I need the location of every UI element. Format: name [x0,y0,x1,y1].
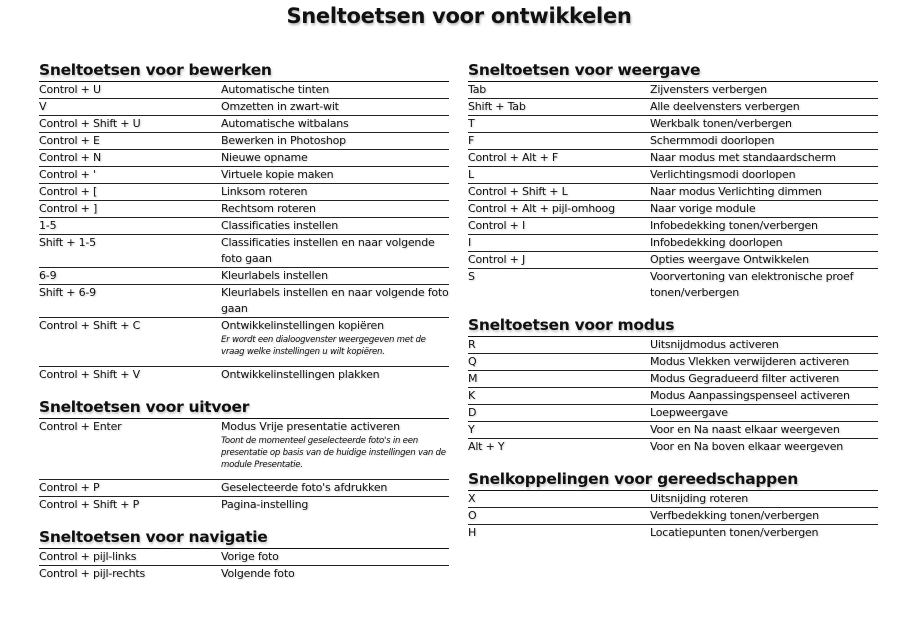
shortcut-table [468,491,878,541]
section-heading: Sneltoetsen voor weergave [468,60,878,82]
shortcut-key: O [468,509,477,522]
shortcut-row [468,388,878,405]
shortcut-row [39,167,449,184]
shortcut-action: Voorvertoning van elektronische proef tonen/verbergen [650,270,854,299]
section-heading: Sneltoetsen voor navigatie [39,527,449,549]
shortcut-action: Voor en Na boven elkaar weergeven [650,440,844,453]
shortcut-description [650,371,878,387]
shortcut-row [468,371,878,388]
shortcut-row [468,354,878,371]
shortcut-action: Modus Vlekken verwijderen activeren [650,355,849,368]
shortcut-action: Voor en Na naast elkaar weergeven [650,423,840,436]
shortcut-description [221,285,449,317]
shortcut-action: Kleurlabels instellen [221,269,328,282]
shortcut-description [650,354,878,370]
shortcut-row [468,508,878,525]
page-title: Sneltoetsen voor ontwikkelen [286,4,632,28]
shortcut-row [39,549,449,566]
shortcut-row [468,116,878,133]
shortcut-key: Control + Alt + pijl-omhoog [468,202,615,215]
shortcut-action: Rechtsom roteren [221,202,316,215]
shortcut-description [650,491,878,507]
shortcut-action: Locatiepunten tonen/verbergen [650,526,819,539]
shortcut-key: L [468,168,474,181]
shortcut-action: Classificaties instellen en naar volgende foto gaan [221,236,435,265]
shortcut-section-navigatie [39,527,449,582]
shortcut-section-modus [468,315,878,455]
shortcut-description [221,268,449,284]
shortcut-key: 6-9 [39,269,57,282]
shortcut-action: Virtuele kopie maken [221,168,334,181]
shortcut-key: Control + P [39,481,100,494]
section-spacer [39,383,449,397]
shortcut-description [221,367,449,383]
shortcut-action: Classificaties instellen [221,219,338,232]
shortcut-key: Control + I [468,219,526,232]
shortcut-description [650,525,878,541]
shortcut-key: Control + ] [39,202,98,215]
shortcut-section-uitvoer [39,397,449,513]
shortcut-description [221,167,449,183]
shortcut-row [39,235,449,268]
shortcut-action: Werkbalk tonen/verbergen [650,117,792,130]
shortcut-key: Control + pijl-links [39,550,137,563]
shortcut-key: Y [468,423,475,436]
shortcut-table [39,549,449,582]
shortcut-row [468,525,878,541]
right-column [468,60,878,541]
shortcut-row [39,99,449,116]
shortcut-row [39,150,449,167]
section-spacer [39,513,449,527]
shortcut-action: Modus Gegradueerd filter activeren [650,372,839,385]
section-spacer [468,455,878,469]
shortcut-description [221,99,449,115]
shortcut-action: Bewerken in Photoshop [221,134,346,147]
shortcut-row [39,184,449,201]
shortcut-description [650,150,878,166]
shortcut-row [468,184,878,201]
shortcut-key: Control + Alt + F [468,151,559,164]
shortcut-description [650,337,878,353]
shortcut-key: Alt + Y [468,440,505,453]
shortcut-description [650,218,878,234]
shortcut-action: Modus Vrije presentatie activeren [221,420,400,433]
shortcut-row [468,133,878,150]
shortcut-key: Control + Shift + P [39,498,140,511]
shortcut-key: Control + ' [39,168,96,181]
shortcut-action: Automatische witbalans [221,117,349,130]
shortcut-table [39,82,449,383]
shortcut-description [650,422,878,438]
shortcut-row [39,318,449,367]
shortcut-action: Infobedekking tonen/verbergen [650,219,818,232]
shortcut-row [468,201,878,218]
shortcut-description [650,116,878,132]
section-heading: Snelkoppelingen voor gereedschappen [468,469,878,491]
shortcut-description [650,252,878,268]
shortcut-key: Control + Enter [39,420,122,433]
shortcut-action: Loepweergave [650,406,728,419]
shortcut-key: Control + [ [39,185,98,198]
shortcut-action: Verfbedekking tonen/verbergen [650,509,819,522]
shortcut-key: X [468,492,476,505]
shortcut-row [468,167,878,184]
shortcut-key: D [468,406,477,419]
shortcut-description [650,133,878,149]
shortcut-row [468,491,878,508]
shortcut-row [39,218,449,235]
shortcut-table [468,337,878,455]
shortcut-row [39,82,449,99]
shortcut-description [650,99,878,115]
shortcut-description [221,150,449,166]
section-heading: Sneltoetsen voor modus [468,315,878,337]
shortcut-description [221,419,449,479]
shortcut-description [650,508,878,524]
shortcut-key: Tab [468,83,487,96]
shortcut-description [221,566,449,582]
shortcut-key: Control + pijl-rechts [39,567,146,580]
shortcut-key: Control + U [39,83,101,96]
shortcut-action: Kleurlabels instellen en naar volgende foto gaan [221,286,449,315]
shortcut-key: M [468,372,478,385]
shortcut-action: Zijvensters verbergen [650,83,767,96]
section-spacer [468,301,878,315]
shortcut-key: Control + Shift + C [39,319,141,332]
shortcut-description [221,82,449,98]
shortcut-action: Pagina-instelling [221,498,309,511]
shortcut-description [650,439,878,455]
left-column [39,60,449,582]
shortcut-action: Schermmodi doorlopen [650,134,775,147]
section-heading: Sneltoetsen voor bewerken [39,60,449,82]
shortcut-action: Uitsnijding roteren [650,492,749,505]
shortcut-description [221,133,449,149]
shortcut-description [650,184,878,200]
shortcut-key: K [468,389,476,402]
shortcut-description [221,549,449,565]
shortcut-key: I [468,236,472,249]
shortcut-row [39,480,449,497]
shortcut-row [468,235,878,252]
shortcut-key: F [468,134,475,147]
shortcut-key: Control + Shift + L [468,185,568,198]
shortcut-description [221,235,449,267]
shortcut-row [468,422,878,439]
shortcut-key: H [468,526,477,539]
shortcut-key: 1-5 [39,219,57,232]
shortcut-description [221,184,449,200]
shortcut-description [650,405,878,421]
shortcut-row [468,150,878,167]
shortcut-row [39,268,449,285]
shortcut-action: Opties weergave Ontwikkelen [650,253,809,266]
shortcut-action: Ontwikkelinstellingen plakken [221,368,380,381]
shortcut-description [650,235,878,251]
shortcut-row [39,116,449,133]
shortcut-key: Shift + Tab [468,100,526,113]
shortcut-row [468,252,878,269]
shortcut-key: S [468,270,475,283]
shortcut-description [221,480,449,496]
shortcut-table [39,419,449,513]
shortcut-action: Automatische tinten [221,83,329,96]
shortcut-row [39,201,449,218]
shortcut-description [650,82,878,98]
shortcut-action: Alle deelvensters verbergen [650,100,800,113]
shortcut-section-bewerken [39,60,449,383]
shortcut-table [468,82,878,301]
shortcut-row [39,367,449,383]
shortcut-row [468,269,878,301]
shortcut-row [468,405,878,422]
shortcut-section-weergave [468,60,878,301]
shortcut-row [468,82,878,99]
shortcut-section-gereedschappen [468,469,878,541]
shortcut-description [650,269,878,301]
shortcut-action: Naar modus Verlichting dimmen [650,185,822,198]
shortcut-action: Linksom roteren [221,185,308,198]
shortcut-key: Control + N [39,151,102,164]
shortcut-key: Shift + 6-9 [39,286,96,299]
shortcut-description [221,318,449,366]
shortcut-action: Naar vorige module [650,202,756,215]
shortcut-note: Toont de momenteel geselecteerde foto's in een presentatie op basis van de huidige instellingen van de module Presentatie. [221,436,446,470]
shortcut-row [39,133,449,150]
shortcut-action: Modus Aanpassingspenseel activeren [650,389,850,402]
shortcut-description [650,167,878,183]
shortcut-action: Infobedekking doorlopen [650,236,783,249]
shortcut-action: Omzetten in zwart-wit [221,100,339,113]
shortcut-note: Er wordt een dialoogvenster weergegeven met de vraag welke instellingen u wilt kopiëren. [221,335,426,357]
shortcut-row [468,337,878,354]
shortcut-description [650,388,878,404]
shortcut-key: Control + E [39,134,100,147]
shortcut-row [39,497,449,513]
shortcut-key: Q [468,355,477,368]
shortcut-action: Verlichtingsmodi doorlopen [650,168,796,181]
shortcut-key: Shift + 1-5 [39,236,96,249]
shortcut-description [221,497,449,513]
shortcut-action: Ontwikkelinstellingen kopiëren [221,319,384,332]
shortcut-action: Naar modus met standaardscherm [650,151,836,164]
shortcut-action: Nieuwe opname [221,151,308,164]
shortcut-key: V [39,100,47,113]
section-heading: Sneltoetsen voor uitvoer [39,397,449,419]
shortcut-row [468,218,878,235]
shortcut-key: Control + J [468,253,526,266]
shortcut-action: Volgende foto [221,567,295,580]
shortcut-description [650,201,878,217]
shortcut-row [39,566,449,582]
shortcut-description [221,218,449,234]
shortcut-row [468,439,878,455]
shortcut-row [39,419,449,480]
shortcut-key: T [468,117,475,130]
shortcut-description [221,116,449,132]
shortcut-action: Geselecteerde foto's afdrukken [221,481,388,494]
shortcut-action: Vorige foto [221,550,279,563]
shortcut-key: Control + Shift + V [39,368,140,381]
shortcut-row [39,285,449,318]
shortcut-description [221,201,449,217]
shortcut-row [468,99,878,116]
shortcut-action: Uitsnijdmodus activeren [650,338,779,351]
shortcut-key: R [468,338,476,351]
shortcut-key: Control + Shift + U [39,117,141,130]
